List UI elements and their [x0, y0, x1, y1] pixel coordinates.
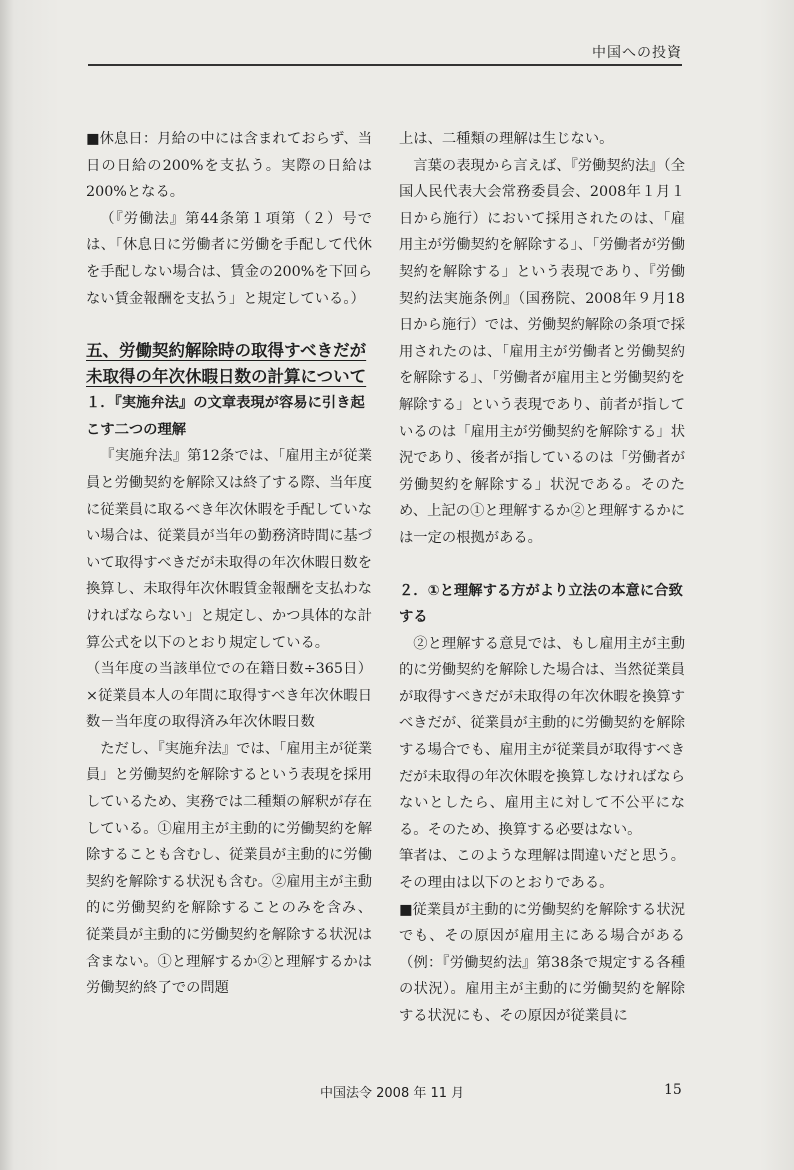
body-paragraph: ②と理解する意見では、もし雇用主が主動的に労働契約を解除した場合は、当然従業員が取得すべきだが未取得の年次休暇を換算すべきだが、従業員が主動的に労働契約を解除する場合でも、雇用主が従業員が取得すべきだが未取得の年次休暇を換算しなければならないとしたら、雇用主に対して不公平になる。そのため、換算する必要はない。 [399, 635, 685, 838]
paragraph-gap [86, 312, 372, 338]
footer-publication: 中国法令 2008 年 11 月 [320, 1086, 465, 1101]
body-paragraph: ただし、『実施弁法』では、「雇用主が従業員」と労働契約を解除するという表現を採用しているため、実務では二種類の解釈が存在している。①雇用主が主動的に労働契約を解除することも含むし、従業員が主動的に労働契約を解除する状況も含む。②雇用主が主動的に労働契約を解除することのみを含み、従業員が主動的に労働契約を解除する状況は含まない。①と理解するか②と理解するかは労働契約終了での問題 [86, 740, 372, 997]
body-paragraph: （『労働法』第44条第１項第（２）号では、「休息日に労働者に労働を手配して代休を手配しない場合は、賃金の200%を下回らない賃金報酬を支払う」と規定している。） [86, 210, 372, 307]
running-header-title: 中国への投資 [592, 45, 682, 61]
subsection-heading: １．『実施弁法』の文章表現が容易に引き起こす二つの理解 [86, 395, 365, 438]
section-heading: 五、労働契約解除時の取得すべきだが未取得の年次休暇日数の計算について [86, 341, 367, 387]
body-paragraph: （当年度の当該単位での在籍日数÷365日）×従業員本人の年間に取得すべき年次休暇日数－当年度の取得済み年次休暇日数 [86, 661, 372, 731]
body-paragraph: 『実施弁法』第12条では、「雇用主が従業員と労働契約を解除又は終了する際、当年度に従業員に取るべき年次休暇を手配していない場合は、従業員が当年の勤務済時間に基づいて取得すべきだが未取得の年次休暇日数を換算し、未取得年次休暇賃金報酬を支払わなければならない」と規定し、かつ具体的な計算公式を以下のとおり規定している。 [86, 448, 372, 651]
body-paragraph: 言葉の表現から言えば、『労働契約法』（全国人民代表大会常務委員会、2008年１月１日から施行）において採用されたのは、「雇用主が労働契約を解除する」、「労働者が労働契約を解除する」という表現であり、『労働契約法実施条例』（国務院、2008年９月18日から施行）では、労働契約解除の条項で採用されたのは、「雇用主が労働者と労働契約を解除する」、「労働者が雇用主と労働契約を解除する」という表現であり、前者が指しているのは「雇用主が労働契約を解除する」状況であり、後者が指しているのは「労働者が労働契約を解除する」状況である。そのため、上記の①と理解するか②と理解するかには一定の根拠がある。 [399, 157, 685, 546]
page-number: 15 [664, 1082, 682, 1098]
left-column [86, 126, 372, 1002]
body-paragraph: 筆者は、このような理解は間違いだと思う。その理由は以下のとおりである。 [399, 848, 685, 892]
footer [0, 1082, 794, 1106]
right-column [399, 126, 685, 1030]
header-divider [88, 64, 682, 66]
paragraph-gap [399, 552, 685, 578]
subsection-heading: ２．①と理解する方がより立法の本意に合致する [399, 582, 683, 626]
body-paragraph: ■休息日：月給の中には含まれておらず、当日の日給の200%を支払う。実際の日給は200%となる。 [86, 131, 372, 201]
body-paragraph: 上は、二種類の理解は生じない。 [399, 131, 614, 147]
body-paragraph: ■従業員が主動的に労働契約を解除する状況でも、その原因が雇用主にある場合がある（例：『労働契約法』第38条で規定する各種の状況）。雇用主が主動的に労働契約を解除する状況にも、その原因が従業員に [399, 901, 685, 1024]
